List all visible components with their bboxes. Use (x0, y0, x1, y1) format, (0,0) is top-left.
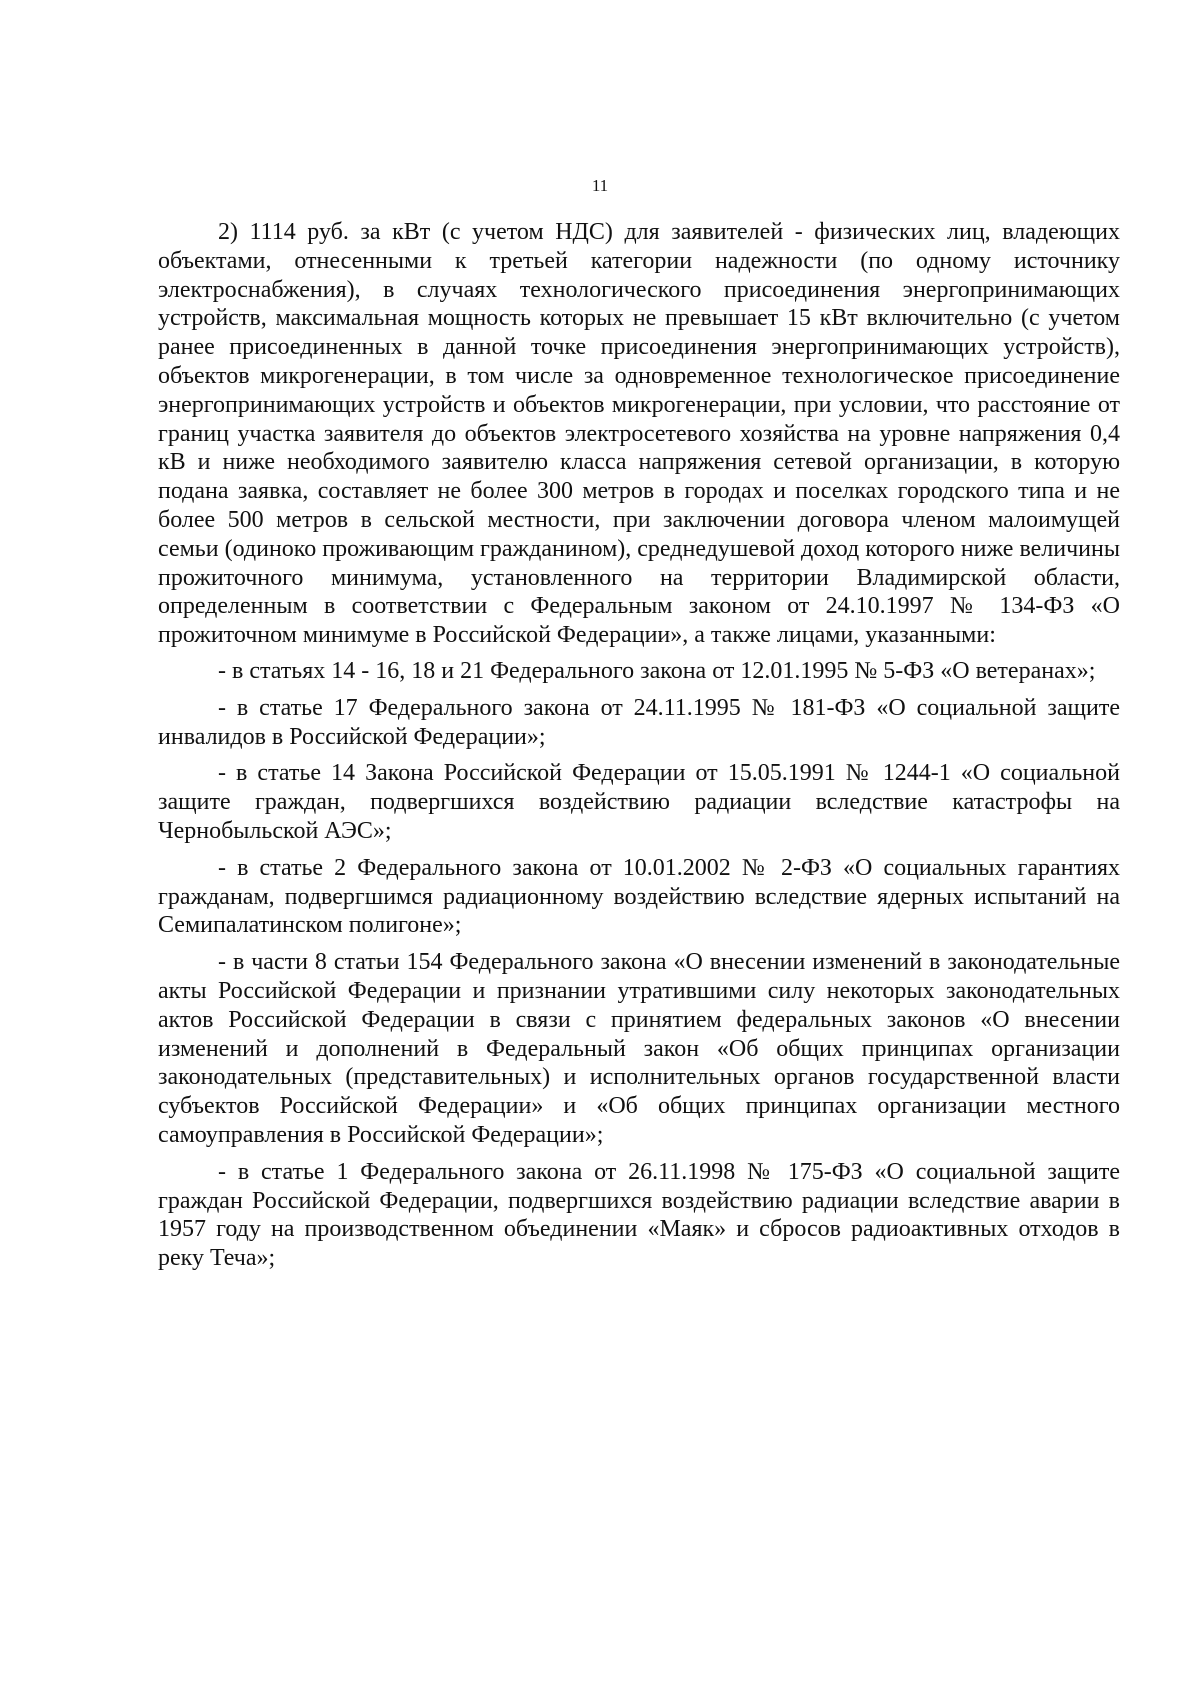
paragraph-veterans-law: - в статьях 14 - 16, 18 и 21 Федерального закона от 12.01.1995 № 5-ФЗ «О ветеранах»; (218, 657, 1096, 684)
paragraph-mayak-law: - в статье 1 Федерального закона от 26.11.1998 № 175-ФЗ «О социальной защите граждан Российской Федерации, подвергшихся воздействию радиации вследствие аварии в 1957 году на производственном объединении «Маяк» и сбросов радиоактивных отходов в реку Теча»; (158, 1158, 1120, 1272)
page-number: 11 (591, 176, 609, 195)
paragraph-tariff-item-2: 2) 1114 руб. за кВт (с учетом НДС) для заявителей - физических лиц, владеющих объектами, отнесенными к третьей категории надежности (по одному источнику электроснабжения), в случаях технологического присоединения энергопринимающих устройств, максимальная мощность которых не превышает 15 кВт включительно (с учетом ранее присоединенных в данной точке присоединения энергопринимающих устройств), объектов микрогенерации, в том числе за одновременное технологическое присоединение энергопринимающих устройств и объектов микрогенерации, при условии, что расстояние от границ участка заявителя до объектов электросетевого хозяйства на уровне напряжения 0,4 кВ и ниже необходимого заявителю класса напряжения сетевой организации, в которую подана заявка, составляет не более 300 метров в городах и поселках городского типа и не более 500 метров в сельской местности, при заключении договора членом малоимущей семьи (одиноко проживающим гражданином), среднедушевой доход которого ниже величины прожиточного минимума, установленного на территории Владимирской области, определенным в соответствии с Федеральным законом от 24.10.1997 № 134-ФЗ «О прожиточном минимуме в Российской Федерации», а также лицами, указанными: (158, 219, 1120, 649)
document-body (158, 218, 1120, 1281)
paragraph-disabled-protection-law: - в статье 17 Федерального закона от 24.11.1995 № 181-ФЗ «О социальной защите инвалидов в Российской Федерации»; (158, 694, 1120, 750)
paragraph-semipalatinsk-law: - в статье 2 Федерального закона от 10.01.2002 № 2-ФЗ «О социальных гарантиях гражданам, подвергшимся радиационному воздействию вследствие ядерных испытаний на Семипалатинском полигоне»; (158, 854, 1120, 939)
paragraph-article-154-law: - в части 8 статьи 154 Федерального закона «О внесении изменений в законодательные акты Российской Федерации и признании утратившими силу некоторых законодательных актов Российской Федерации в связи с принятием федеральных законов «О внесении изменений и дополнений в Федеральный закон «Об общих принципах организации законодательных (представительных) и исполнительных органов государственной власти субъектов Российской Федерации» и «Об общих принципах организации местного самоуправления в Российской Федерации»; (158, 949, 1120, 1148)
paragraph-chernobyl-law: - в статье 14 Закона Российской Федерации от 15.05.1991 № 1244-1 «О социальной защите граждан, подвергшихся воздействию радиации вследствие катастрофы на Чернобыльской АЭС»; (158, 760, 1120, 844)
